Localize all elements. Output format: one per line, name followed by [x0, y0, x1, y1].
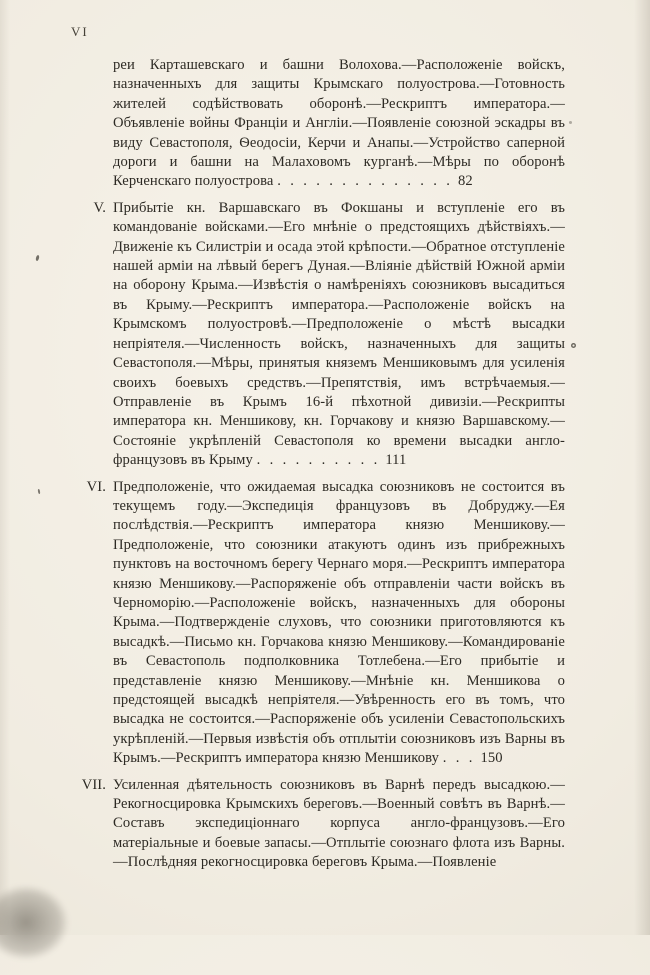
entry-numeral: VI. — [86, 478, 106, 495]
entry-page-number: 150 — [480, 750, 503, 767]
entry-text: Усиленная дѣятельность союзниковъ въ Варнѣ передъ высадкою.—Рекогносцировка Крымскихъ береговъ.—Военный совѣтъ въ Варнѣ.—Составъ экспедиціоннаго корпуса англо-французовъ.—Его матеріальные и боевые запасы.—Отплытіе союзнаго флота изъ Варны.—Послѣдняя рекогносцировка береговъ Крыма.—Появленіе — [113, 776, 565, 871]
scan-speck — [571, 343, 576, 348]
scan-speck — [38, 489, 41, 494]
toc-entry — [113, 56, 565, 192]
page-edge-shade-right — [634, 0, 650, 935]
page-edge-shade-left — [0, 0, 10, 935]
entry-text: Прибытіе кн. Варшавскаго въ Фокшаны и вступленіе его въ командованіе войсками.—Его мнѣніе о предстоящихъ дѣйствіяхъ.—Движеніе къ Силистріи и осада этой крѣпости.—Обратное отступленіе нашей арміи на лѣвый берегъ Дуная.—Вліяніе дѣйствій Южной арміи на оборону Крыма.—Извѣстія о намѣреніяхъ союзниковъ высадиться въ Крыму.—Рескриптъ императора.—Расположеніе войскъ на Крымскомъ полуостровѣ.—Предположеніе о мѣстѣ высадки непріятеля.—Численность войскъ, назначенныхъ для защиты Севастополя.—Мѣры, принятыя княземъ Меншиковымъ для усиленія своихъ боевыхъ средствъ.—Препятствія, имъ встрѣчаемыя.—Отправленіе въ Крымъ 16-й пѣхотной дивизіи.—Рескрипты императора кн. Меншикову, кн. Горчакову и князю Варшавскому.—Состояніе укрѣпленій Севастополя ко времени высадки англо-французовъ въ Крыму — [113, 199, 565, 469]
entry-numeral: V. — [93, 199, 106, 216]
entry-leader-dots: . . . . . . . . . . . . . . — [277, 173, 450, 190]
entry-page-number: 82 — [457, 173, 473, 190]
toc-entry — [93, 199, 565, 471]
entry-text: реи Карташевскаго и башни Волохова.—Расположеніе войскъ, назначенныхъ для защиты Крымскаго полуострова.—Готовность жителей содѣйствовать оборонѣ.—Рескриптъ императора.—Объявленіе войны Франціи и Англіи.—Появленіе союзной эскадры въ виду Севастополя, Ѳеодосіи, Керчи и Анапы.—Устройство саперной дороги и башни на Малаховомъ курганѣ.—Мѣры по оборонѣ Керченскаго полуострова — [113, 57, 565, 190]
entry-text: Предположеніе, что ожидаемая высадка союзниковъ не состоится въ текущемъ году.—Экспедиція французовъ въ Добруджу.—Ея послѣдствія.—Рескриптъ императора князю Меншикову.—Предположеніе, что союзники атакуютъ одинъ изъ прибрежныхъ пунктовъ на восточномъ берегу Чернаго моря.—Рескриптъ императора князю Меншикову.—Распоряженіе объ отправленіи части войскъ въ Черноморію.—Расположеніе войскъ, назначенныхъ для обороны Крыма.—Подтвержденіе слуховъ, что союзники приготовляются къ высадкѣ.—Письмо кн. Горчакова князю Меншикову.—Командированіе въ Севастополь подполковника Тотлебена.—Его прибытіе и представленіе князю Меншикову.—Мнѣніе кн. Меншикова о предстоящей высадкѣ непріятеля.—Увѣренность его въ томъ, что высадка не состоится.—Распоряженіе объ усиленіи Севастопольскихъ укрѣпленій.—Первыя извѣстія объ отплытіи союзниковъ изъ Варны въ Крымъ.—Рескриптъ императора князю Меншикову — [113, 478, 565, 767]
entry-numeral: VII. — [81, 776, 106, 793]
scan-speck — [569, 121, 572, 124]
scan-speck — [35, 255, 39, 262]
toc-list — [65, 56, 565, 880]
folio-page-number: VI — [71, 24, 89, 39]
toc-entry — [86, 478, 565, 769]
entry-leader-dots: . . . . . . . . . . — [256, 452, 378, 469]
entry-page-number: 111 — [385, 452, 407, 469]
page-curl-shadow — [0, 870, 86, 975]
toc-entry — [81, 776, 565, 873]
entry-leader-dots: . . . — [442, 750, 473, 767]
